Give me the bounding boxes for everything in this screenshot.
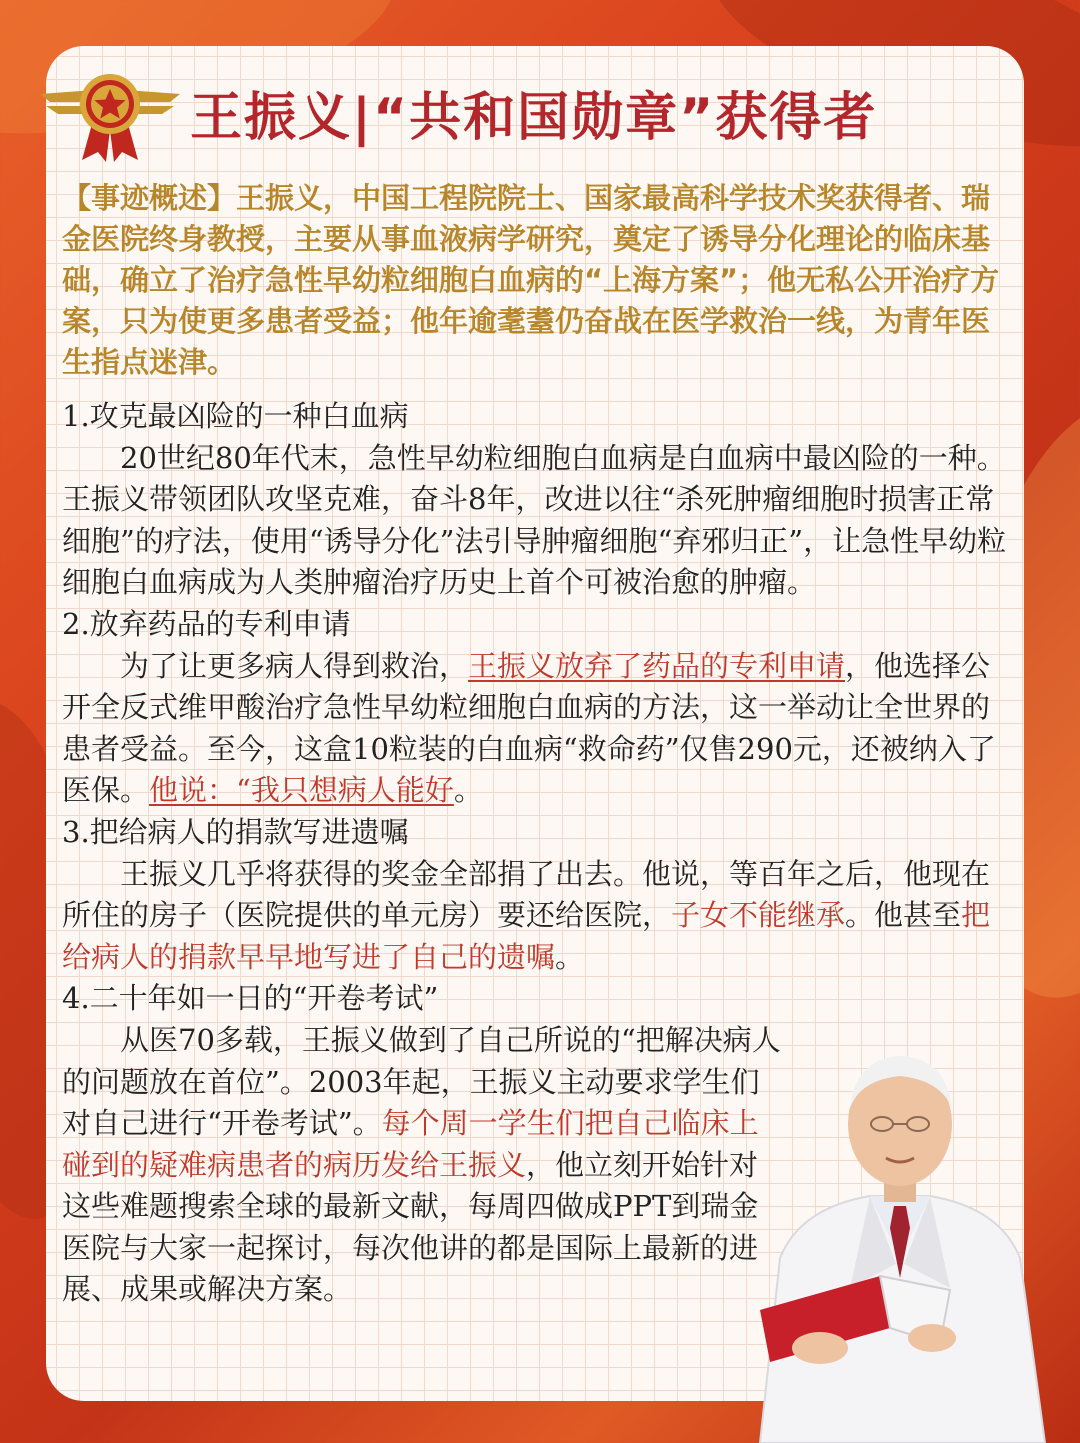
paragraph-text: ，他选择公开全反式维甲酸治疗急性早幼粒细胞白血病的方法，这一举动让全世界的患者受益。至今，这盒10粒装的白血病“救命药”仅售290元，还被纳入了医保。 <box>62 648 996 808</box>
section-paragraph <box>62 1020 782 1311</box>
paragraph-text: 。 <box>453 773 483 808</box>
highlight-text: 每个周一学生们把自己临床上碰到的疑难病患者的病历发给王振义 <box>62 1106 759 1182</box>
paragraph-text: 王振义几乎将获得的奖金全部捐了出去。他说，等百年之后，他现在所住的房子（医院提供的单元房）要还给医院， <box>62 856 991 933</box>
paragraph-text: 为了让更多病人得到救治， <box>120 648 469 683</box>
highlight-text: 王振义放弃了药品的专利申请 <box>468 648 846 683</box>
section-paragraph <box>62 646 1008 812</box>
medal-star-icon <box>36 72 184 164</box>
paragraph-text: 20世纪80年代末，急性早幼粒细胞白血病是白血病中最凶险的一种。王振义带领团队攻坚克难，奋斗8年，改进以往“杀死肿瘤细胞时损害正常细胞”的疗法，使用“诱导分化”法引导肿瘤细胞“弃邪归正”，让急性早幼粒细胞白血病成为人类肿瘤治疗历史上首个可被治愈的肿瘤。 <box>62 440 1007 600</box>
highlight-quote: 他说：“我只想病人能好 <box>149 773 454 808</box>
highlight-text: 子女不能继承 <box>671 898 846 933</box>
paragraph-text: 。他甚至 <box>845 898 962 933</box>
summary-paragraph: 【事迹概述】王振义，中国工程院院士、国家最高科学技术奖获得者、瑞金医院终身教授，主要从事血液病学研究，奠定了诱导分化理论的临床基础，确立了治疗急性早幼粒细胞白血病的“上海方案”；他无私公开治疗方案，只为使更多患者受益；他年逾耄耋仍奋战在医学救治一线，为青年医生指点迷津。 <box>62 181 1000 379</box>
paragraph-text: ，他立刻开始针对这些难题搜索全球的最新文献，每周四做成PPT到瑞金医院与大家一起探讨，每次他讲的都是国际上最新的进展、成果或解决方案。 <box>62 1147 759 1307</box>
section-heading: 2.放弃药品的专利申请 <box>62 606 351 641</box>
section-heading: 3.把给病人的捐款写进遗嘱 <box>62 814 409 849</box>
page-title: 王振义|“共和国勋章”获得者 <box>190 88 878 148</box>
paragraph-text: 。 <box>555 939 585 974</box>
section-paragraph <box>62 438 1008 604</box>
section-heading: 1.攻克最凶险的一种白血病 <box>62 399 409 433</box>
section-heading: 4.二十年如一日的“开卷考试” <box>62 981 439 1016</box>
paragraph-text: 从医70多载，王振义做到了自己所说的“把解决病人的问题放在首位”。2003年起，王振义主动要求学生们对自己进行“开卷考试”。 <box>62 1022 781 1141</box>
section-paragraph <box>62 854 1008 979</box>
highlight-text: 把给病人的捐款早早地写进了自己的遗嘱 <box>62 898 991 974</box>
doctor-portrait-illustration <box>700 1028 1060 1443</box>
